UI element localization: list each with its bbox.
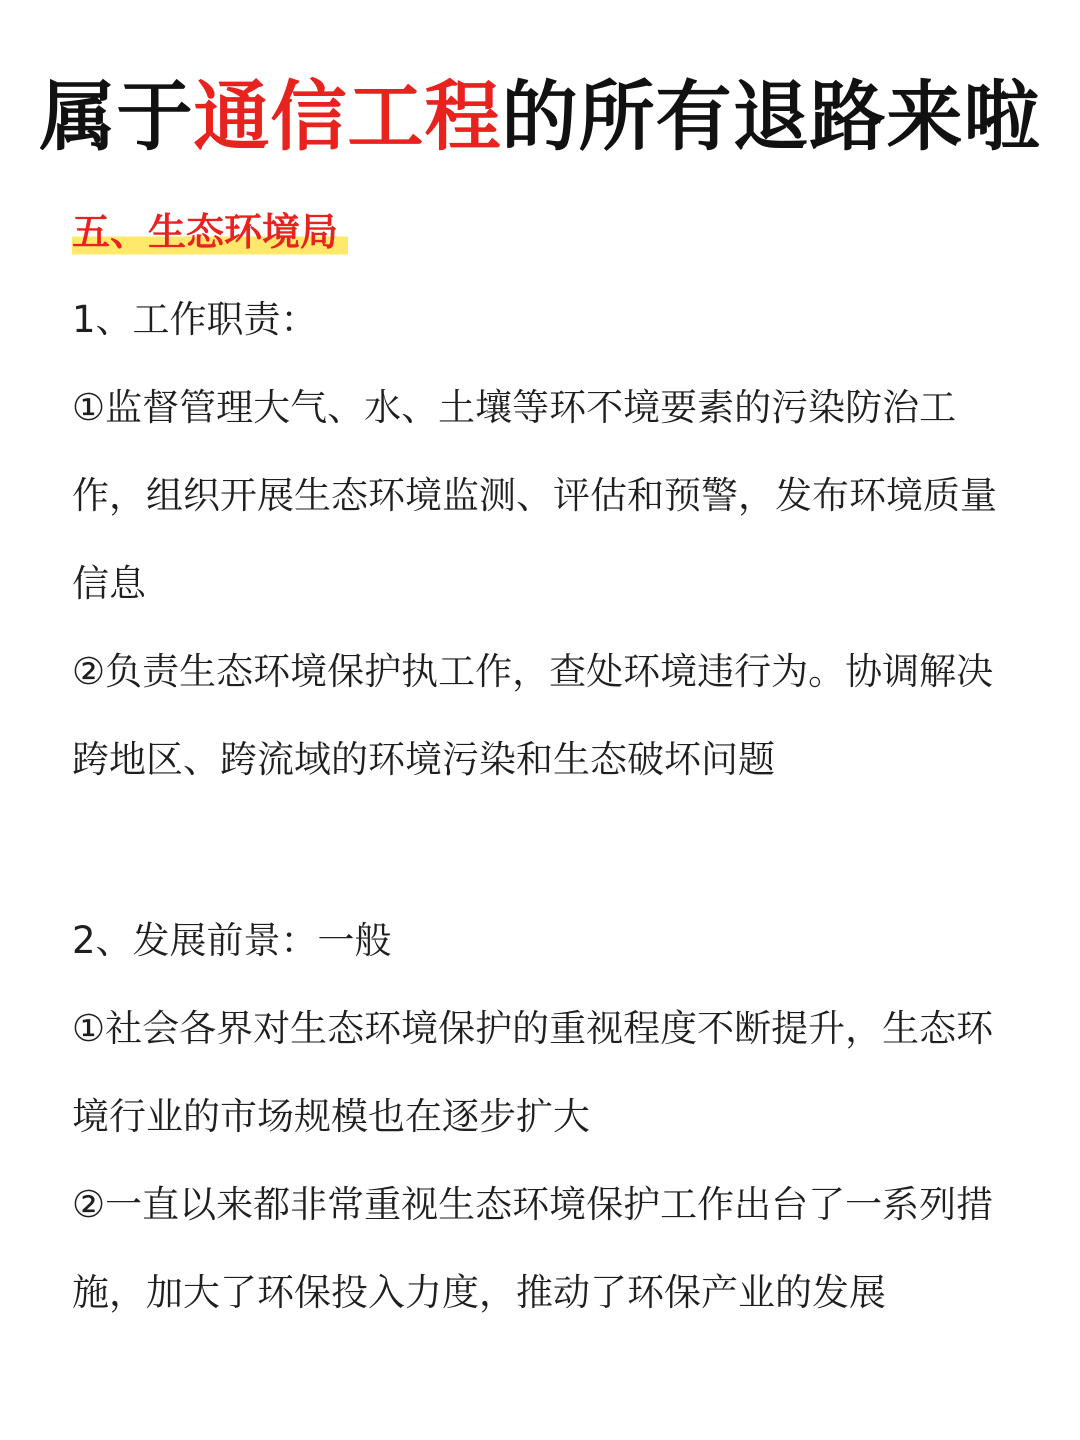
title-prefix: 属于 [39, 72, 194, 161]
prospects-block [72, 897, 1002, 1337]
prospect-item-1: ①社会各界对生态环境保护的重视程度不断提升，生态环境行业的市场规模也在逐步扩大 [72, 1007, 994, 1138]
duty-item-1: ①监督管理大气、水、土壤等环不境要素的污染防治工作，组织开展生态环境监测、评估和预警，发布环境质量信息 [72, 386, 997, 605]
prospects-heading: 2、发展前景：一般 [72, 919, 392, 962]
duties-heading: 1、工作职责： [72, 298, 318, 341]
page-title [0, 62, 1080, 172]
duty-item-2: ②负责生态环境保护执工作，查处环境违行为。协调解决跨地区、跨流域的环境污染和生态破坏问题 [72, 650, 994, 781]
section-heading: 五、生态环境局 [72, 205, 348, 259]
title-accent: 通信工程 [193, 72, 502, 161]
title-suffix: 的所有退路来啦 [501, 72, 1041, 161]
prospect-item-2: ②一直以来都非常重视生态环境保护工作出台了一系列措施，加大了环保投入力度，推动了环保产业的发展 [72, 1183, 994, 1314]
duties-block [72, 276, 1002, 804]
